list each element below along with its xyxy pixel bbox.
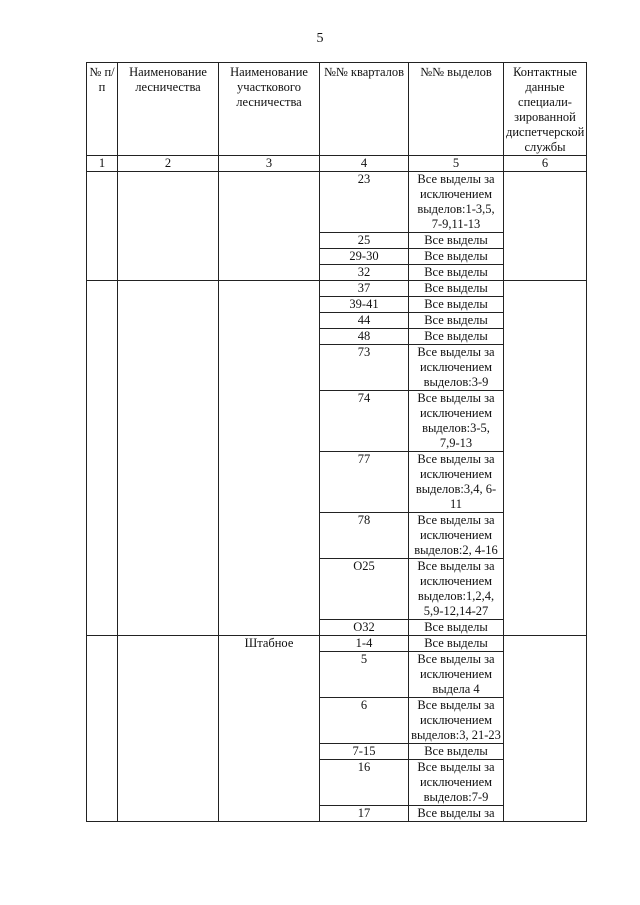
- quarter-cell: 48: [320, 329, 409, 345]
- quarter-cell: 5: [320, 652, 409, 698]
- allotments-cell: Все выделы за исключением выделов:7-9: [409, 760, 504, 806]
- allotments-cell: Все выделы: [409, 233, 504, 249]
- forest-allotments-table: [86, 62, 587, 822]
- header-allotments: №№ выделов: [409, 63, 504, 156]
- quarter-cell: 77: [320, 452, 409, 513]
- row-number-cell: [87, 281, 118, 636]
- quarter-cell: 37: [320, 281, 409, 297]
- allotments-cell: Все выделы: [409, 281, 504, 297]
- quarter-cell: 29-30: [320, 249, 409, 265]
- quarter-cell: 7-15: [320, 744, 409, 760]
- column-number: 1: [87, 156, 118, 172]
- allotments-cell: Все выделы за исключением выделов:3, 21-23: [409, 698, 504, 744]
- allotments-cell: Все выделы за исключением выделов:3-9: [409, 345, 504, 391]
- forestry-cell: [118, 281, 219, 636]
- district-forestry-cell: [219, 281, 320, 636]
- quarter-cell: 1-4: [320, 636, 409, 652]
- quarter-cell: 25: [320, 233, 409, 249]
- allotments-cell: Все выделы за исключением выделов:2, 4-16: [409, 513, 504, 559]
- allotments-cell: Все выделы: [409, 636, 504, 652]
- header-district-forestry: Наименование участкового лесничества: [219, 63, 320, 156]
- header-forestry: Наименование лесничества: [118, 63, 219, 156]
- allotments-cell: Все выделы: [409, 249, 504, 265]
- quarter-cell: 78: [320, 513, 409, 559]
- forestry-cell: [118, 172, 219, 281]
- column-number: 3: [219, 156, 320, 172]
- district-forestry-cell: Штабное: [219, 636, 320, 822]
- allotments-cell: Все выделы: [409, 329, 504, 345]
- allotments-cell: Все выделы за исключением выделов:3,4, 6-11: [409, 452, 504, 513]
- contacts-cell: [504, 636, 587, 822]
- table-row: [87, 172, 587, 233]
- quarter-cell: 6: [320, 698, 409, 744]
- allotments-cell: Все выделы за исключением выделов:1,2,4, 5,9-12,14-27: [409, 559, 504, 620]
- allotments-cell: Все выделы за исключением выделов:3-5, 7,9-13: [409, 391, 504, 452]
- allotments-cell: Все выделы: [409, 620, 504, 636]
- quarter-cell: 74: [320, 391, 409, 452]
- column-number: 4: [320, 156, 409, 172]
- allotments-cell: Все выделы за исключением выдела 4: [409, 652, 504, 698]
- allotments-cell: Все выделы: [409, 313, 504, 329]
- column-number: 6: [504, 156, 587, 172]
- quarter-cell: О32: [320, 620, 409, 636]
- column-number: 5: [409, 156, 504, 172]
- header-number: № п/п: [87, 63, 118, 156]
- page-number: 5: [316, 31, 324, 46]
- row-number-cell: [87, 636, 118, 822]
- quarter-cell: 44: [320, 313, 409, 329]
- forestry-cell: [118, 636, 219, 822]
- allotments-cell: Все выделы за исключением выделов:1-3,5, 7-9,11-13: [409, 172, 504, 233]
- header-row: [87, 63, 587, 156]
- column-number: 2: [118, 156, 219, 172]
- quarter-cell: О25: [320, 559, 409, 620]
- quarter-cell: 17: [320, 806, 409, 822]
- allotments-cell: Все выделы: [409, 297, 504, 313]
- quarter-cell: 23: [320, 172, 409, 233]
- contacts-cell: [504, 281, 587, 636]
- quarter-cell: 39-41: [320, 297, 409, 313]
- allotments-cell: Все выделы: [409, 744, 504, 760]
- allotments-cell: Все выделы: [409, 265, 504, 281]
- quarter-cell: 32: [320, 265, 409, 281]
- header-quarters: №№ кварталов: [320, 63, 409, 156]
- column-number-row: [87, 156, 587, 172]
- district-forestry-cell: [219, 172, 320, 281]
- quarter-cell: 73: [320, 345, 409, 391]
- table-row: [87, 636, 587, 652]
- header-contacts: Контактные данные специали-зированной диспетчерской службы: [504, 63, 587, 156]
- table-row: [87, 281, 587, 297]
- table-body: [87, 172, 587, 822]
- contacts-cell: [504, 172, 587, 281]
- quarter-cell: 16: [320, 760, 409, 806]
- allotments-cell: Все выделы за: [409, 806, 504, 822]
- row-number-cell: [87, 172, 118, 281]
